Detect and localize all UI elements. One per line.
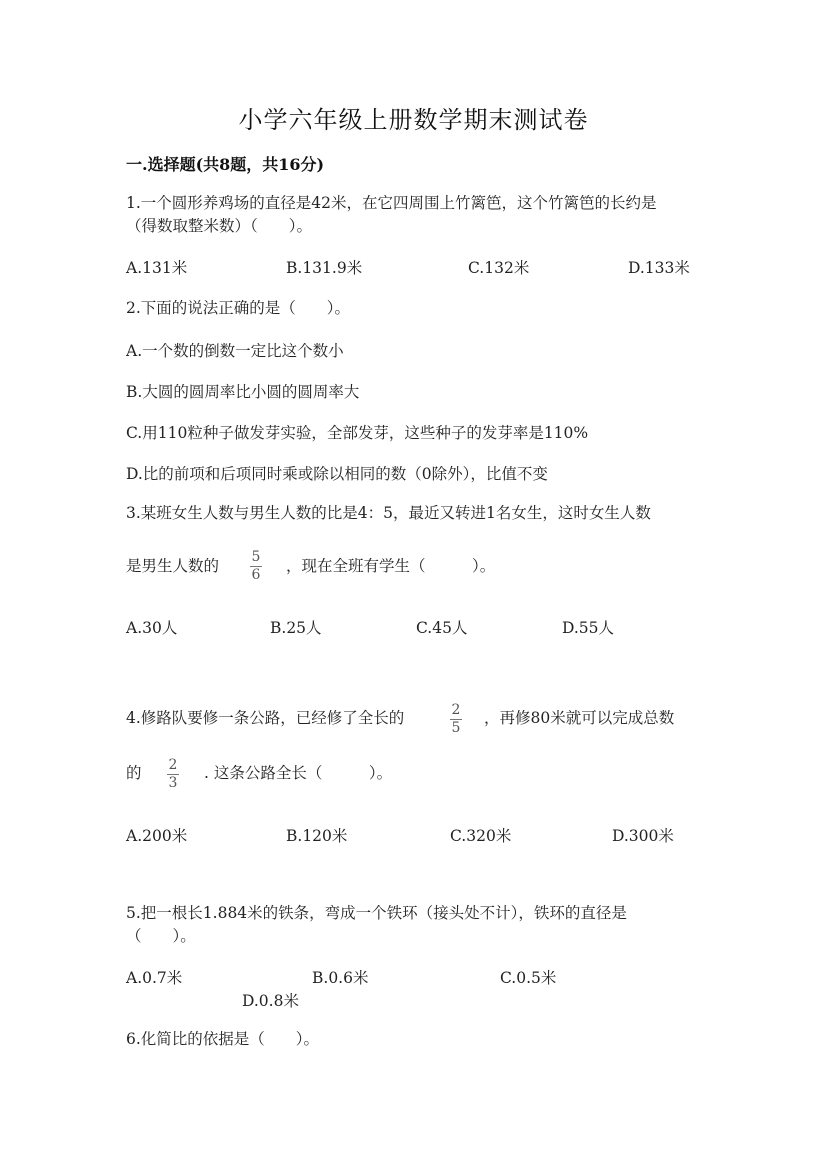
q4-fraction-1	[450, 703, 462, 736]
q4-fraction-2	[167, 758, 179, 791]
page-title: 小学六年级上册数学期末测试卷	[238, 106, 589, 134]
q3-option-d: D.55人	[562, 619, 615, 637]
q5-option-b: B.0.6米	[312, 969, 369, 987]
q1-stem-line1: 1.一个圆形养鸡场的直径是42米，在它四周围上竹篱笆，这个竹篱笆的长约是	[126, 194, 657, 212]
q4-stem-line2-pre: 的	[126, 764, 142, 782]
q5-option-c: C.0.5米	[500, 969, 557, 987]
q4-fraction-1-denominator: 5	[451, 720, 461, 736]
q3-option-b: B.25人	[270, 619, 322, 637]
q2-option-c: C.用110粒种子做发芽实验，全部发芽，这些种子的发芽率是110%	[126, 424, 589, 442]
q2-stem: 2.下面的说法正确的是（ ）。	[126, 299, 351, 317]
q1-stem-line2: （得数取整米数）（ ）。	[126, 217, 313, 235]
q5-option-a: A.0.7米	[126, 969, 183, 987]
q3-fraction	[250, 550, 262, 583]
q4-stem-line2-post: . 这条公路全长（ ）。	[204, 764, 393, 782]
q4-fraction-2-numerator: 2	[168, 757, 178, 773]
q3-fraction-numerator: 5	[251, 549, 261, 565]
q6-stem: 6.化简比的依据是（ ）。	[126, 1030, 320, 1048]
q4-option-c: C.320米	[450, 827, 512, 845]
q4-stem-line1-pre: 4.修路队要修一条公路，已经修了全长的	[126, 709, 405, 727]
q1-option-b: B.131.9米	[286, 259, 363, 277]
q4-option-d: D.300米	[612, 827, 674, 845]
q3-stem-line1: 3.某班女生人数与男生人数的比是4：5，最近又转进1名女生，这时女生人数	[126, 504, 651, 522]
q4-option-a: A.200米	[126, 827, 188, 845]
q3-option-a: A.30人	[126, 619, 178, 637]
q1-option-c: C.132米	[468, 259, 530, 277]
q1-option-a: A.131米	[126, 259, 188, 277]
q5-stem-line1: 5.把一根长1.884米的铁条，弯成一个铁环（接头处不计），铁环的直径是	[126, 904, 627, 922]
q4-fraction-1-numerator: 2	[451, 702, 461, 718]
q1-option-d: D.133米	[628, 259, 690, 277]
q3-fraction-denominator: 6	[251, 567, 261, 583]
q4-option-b: B.120米	[286, 827, 348, 845]
q4-fraction-2-denominator: 3	[168, 775, 178, 791]
q4-stem-line1-post: ，再修80米就可以完成总数	[484, 709, 675, 727]
q2-option-d: D.比的前项和后项同时乘或除以相同的数（0除外），比值不变	[126, 465, 548, 483]
q3-option-c: C.45人	[416, 619, 468, 637]
q2-option-b: B.大圆的圆周率比小圆的圆周率大	[126, 383, 360, 401]
q5-stem-line2: （ ）。	[126, 927, 196, 945]
q2-option-a: A.一个数的倒数一定比这个数小	[126, 342, 344, 360]
q5-option-d: D.0.8米	[242, 992, 299, 1010]
q3-stem-line2-pre: 是男生人数的	[126, 557, 220, 575]
section-heading: 一.选择题(共8题，共16分)	[126, 155, 325, 174]
q3-stem-line2-post: ，现在全班有学生（ ）。	[286, 557, 496, 575]
